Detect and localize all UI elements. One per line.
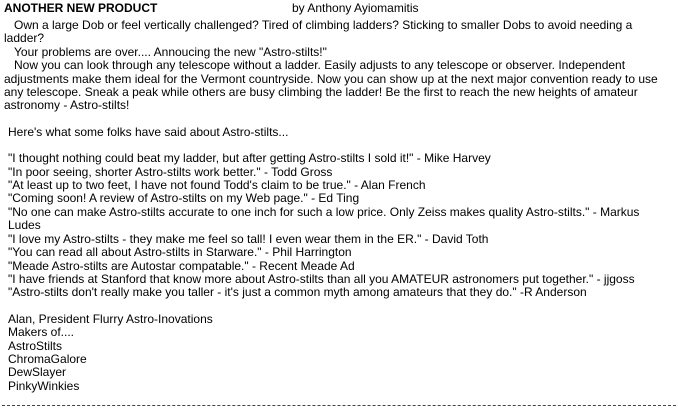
product-name: PinkyWinkies: [8, 378, 80, 393]
author-byline: by Anthony Ayiomamitis: [292, 1, 419, 15]
article-header: [4, 2, 674, 17]
testimonial-quote: "You can read all about Astro-stilts in Starware." - Phil Harrington: [8, 245, 352, 260]
testimonial-quote: "Astro-stilts don't really make you taller - it's just a common myth among amateurs that they do." -R Anderson: [8, 285, 587, 300]
intro-paragraph: Your problems are over.... Annoucing the new "Astro-stilts!": [14, 44, 327, 59]
intro-paragraph: Own a large Dob or feel vertically challenged? Tired of climbing ladders? Sticking to smaller Dobs to avoid needing a ladder?: [4, 18, 633, 46]
dashed-divider: [2, 405, 676, 406]
testimonial-quote: "Meade Astro-stilts are Autostar compatable." - Recent Meade Ad: [8, 258, 355, 273]
testimonial-quote: "In poor seeing, shorter Astro-stilts work better." - Todd Gross: [8, 164, 333, 179]
testimonial-quote: "At least up to two feet, I have not found Todd's claim to be true." - Alan French: [8, 178, 426, 193]
testimonial-quote: "I love my Astro-stilts - they make me feel so tall! I even wear them in the ER." - David Toth: [8, 231, 489, 246]
intro-section: [4, 19, 674, 113]
testimonials-list: [8, 152, 674, 299]
signature-makers-of: Makers of....: [8, 325, 75, 340]
intro-paragraph: Now you can look through any telescope without a ladder. Easily adjusts to any telescope or observer. Independent adjustments make them ideal for the Vermont countryside. Now you can show up at the next major convention ready to use any telescope. Sneak a peak while others are busy climbing the ladder! Be the first to reach the new heights of amateur astronomy - Astro-stilts!: [4, 58, 658, 113]
testimonial-quote: "Coming soon! A review of Astro-stilts on my Web page." - Ed Ting: [8, 191, 360, 206]
signature-block: [8, 313, 674, 393]
product-name: AstroStilts: [8, 338, 63, 353]
product-name: ChromaGalore: [8, 351, 87, 366]
testimonials-lead: Here's what some folks have said about Astro-stilts...: [8, 124, 289, 139]
product-name: DewSlayer: [8, 365, 67, 380]
signature-name: Alan, President Flurry Astro-Inovations: [8, 311, 213, 326]
testimonial-quote: "No one can make Astro-stilts accurate to one inch for such a low price. Only Zeiss makes quality Astro-stilts." - Markus Ludes: [8, 204, 640, 233]
testimonial-quote: "I have friends at Stanford that know more about Astro-stilts than all you AMATEUR astronomers put together." - jjgoss: [8, 271, 635, 286]
article-title: ANOTHER NEW PRODUCT: [4, 1, 158, 15]
testimonial-quote: "I thought nothing could beat my ladder, but after getting Astro-stilts I sold it!" - Mike Harvey: [8, 151, 491, 166]
